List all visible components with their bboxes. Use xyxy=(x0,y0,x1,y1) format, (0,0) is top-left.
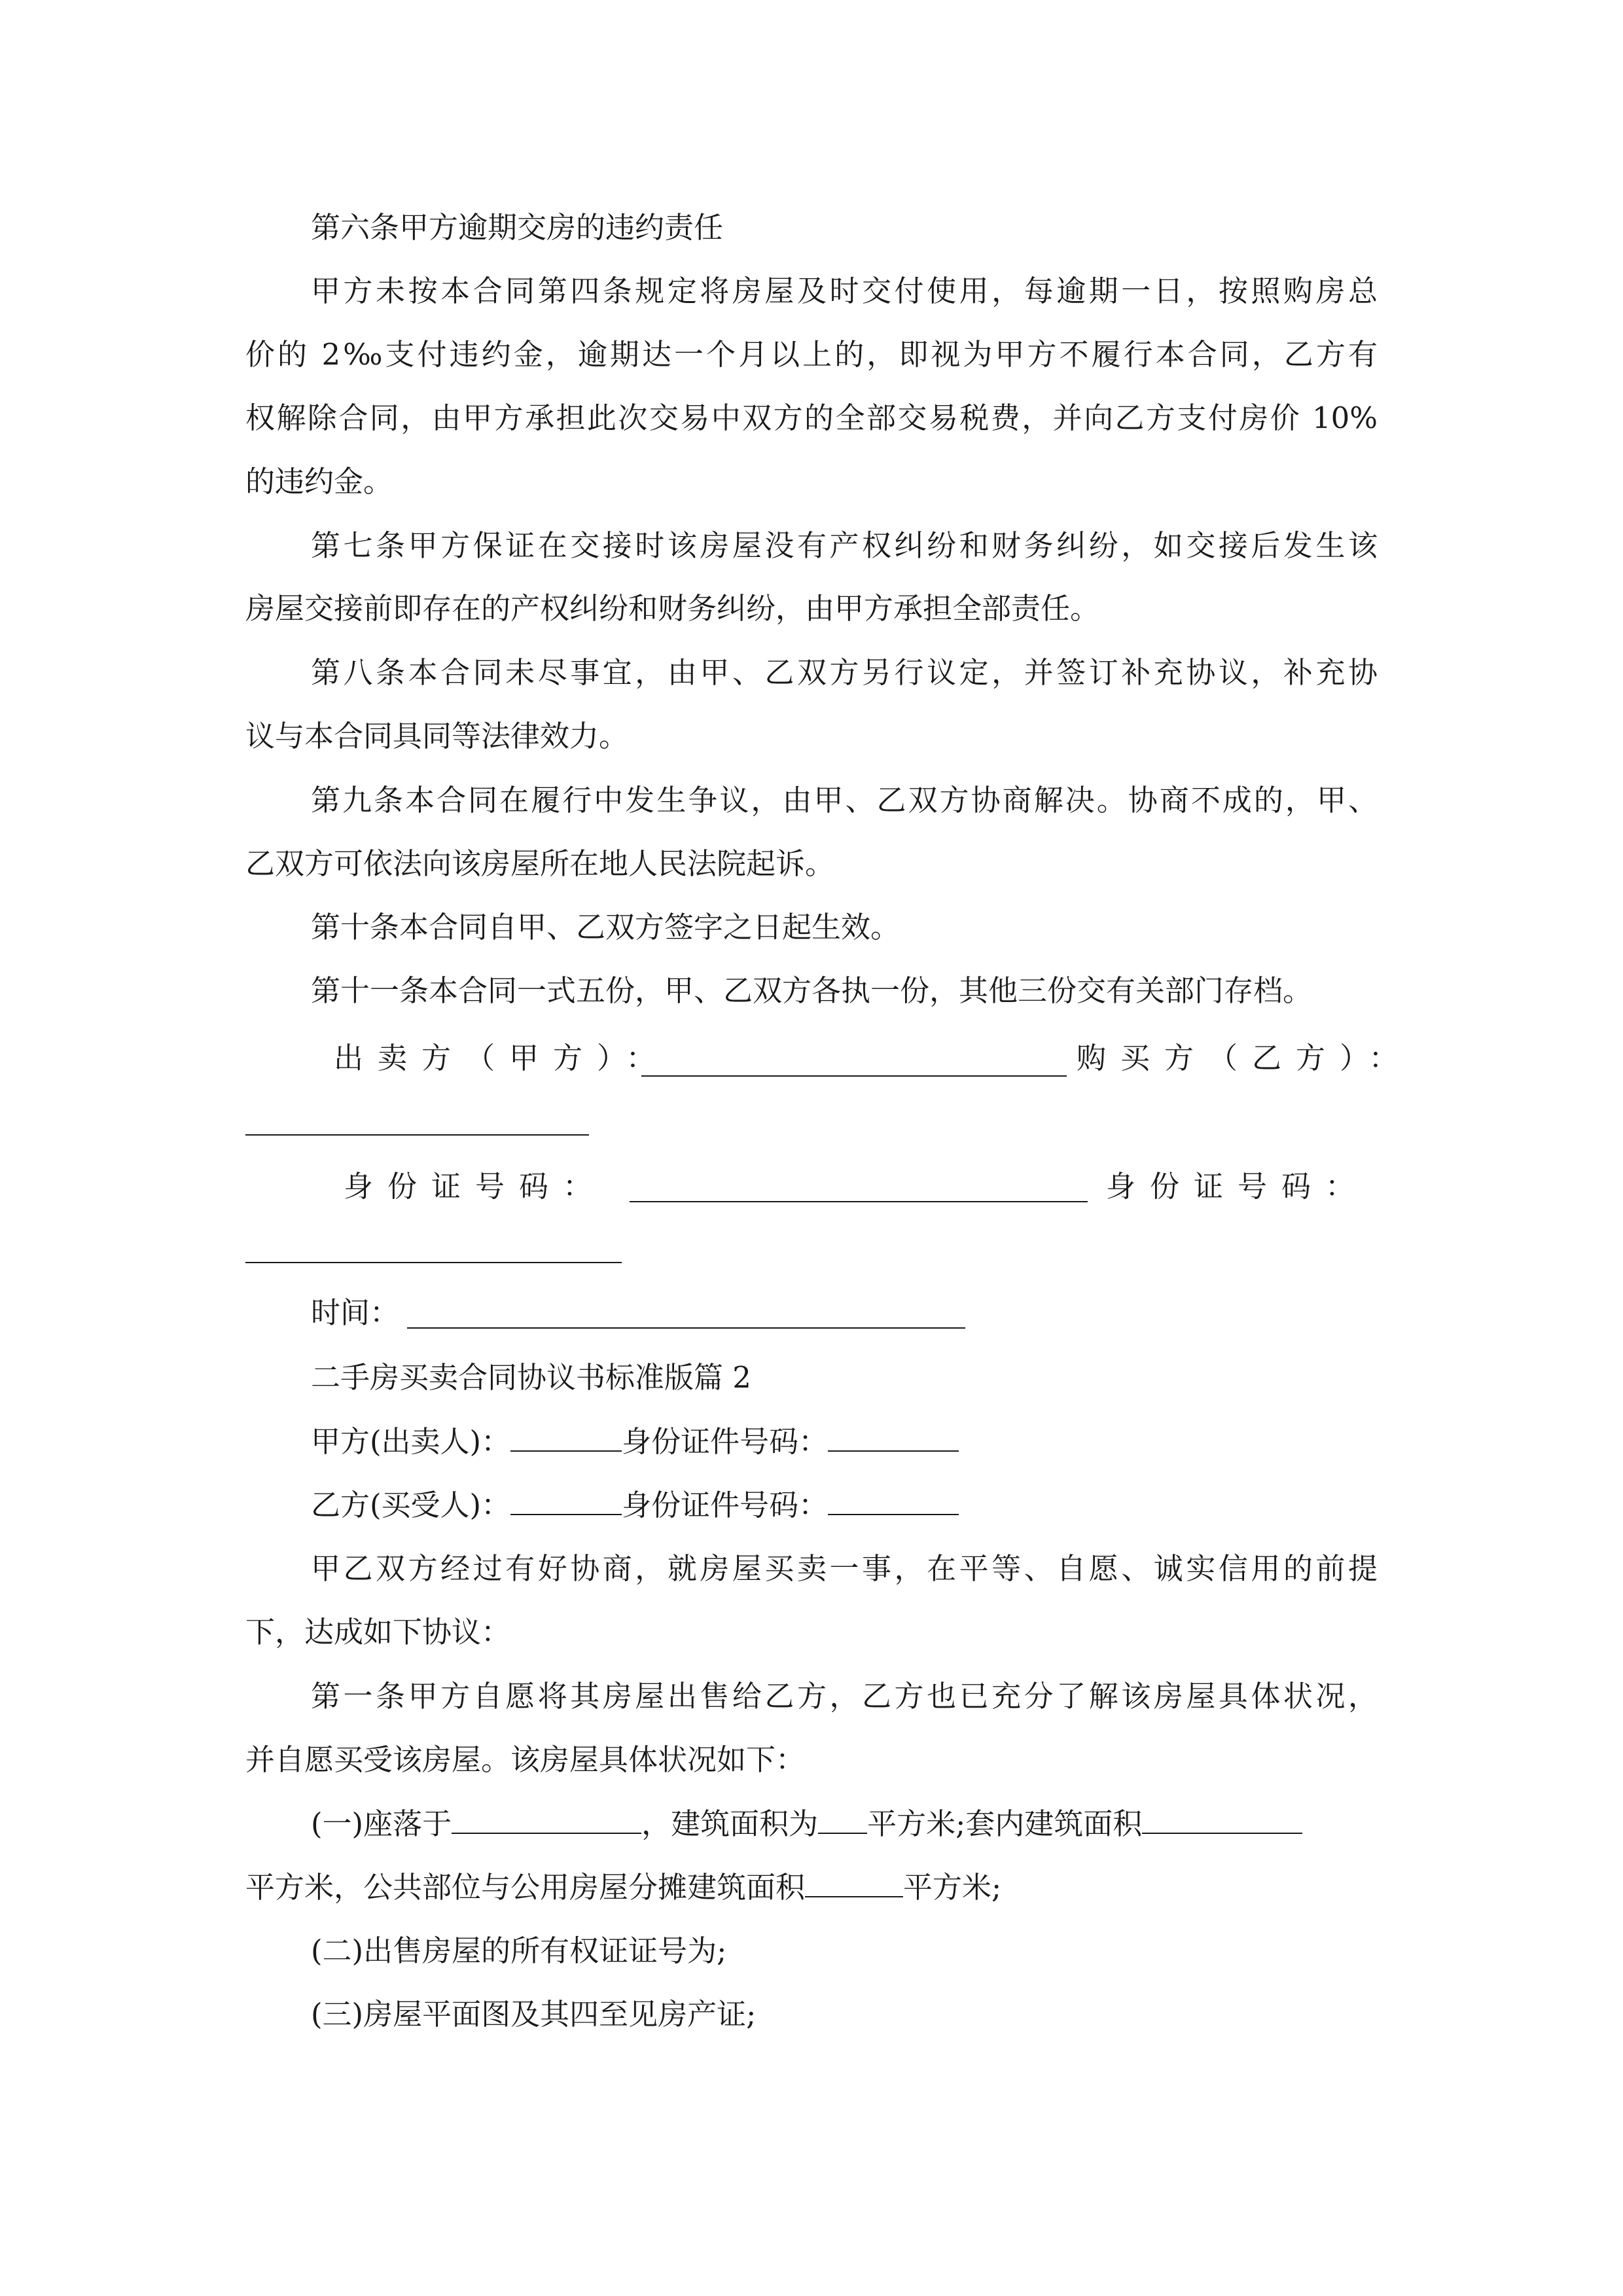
buyer-id-line[interactable] xyxy=(245,1262,622,1263)
shared-area-blank[interactable] xyxy=(805,1867,903,1897)
buyer-label: 购买方（乙方）： xyxy=(1077,1041,1413,1075)
article-8-text-line-2: 议与本合同具同等法律效力。 xyxy=(245,719,629,753)
item-1-shared-area-label: 平方米，公共部位与公用房屋分摊建筑面积 xyxy=(245,1870,806,1905)
article-7-text-line-1: 第七条甲方保证在交接时该房屋没有产权纠纷和财务纠纷，如交接后发生该 xyxy=(311,528,1378,563)
article-6-title: 第六条甲方逾期交房的违约责任 xyxy=(311,210,724,245)
area-blank[interactable] xyxy=(818,1804,867,1834)
item-3-text: (三)房屋平面图及其四至见房产证; xyxy=(311,1997,757,2032)
article-6-text-line-4: 的违约金。 xyxy=(245,464,393,499)
intro-text-line-1: 甲乙双方经过有好协商，就房屋买卖一事，在平等、自愿、诚实信用的前提 xyxy=(311,1551,1378,1586)
article-6-text-line-2: 价的 2‰支付违约金，逾期达一个月以上的，即视为甲方不履行本合同，乙方有 xyxy=(245,337,1378,372)
inner-area-blank[interactable] xyxy=(1142,1804,1302,1834)
party-b-label: 乙方(买受人)： xyxy=(311,1488,511,1522)
section-2-title: 二手房买卖合同协议书标准版篇 2 xyxy=(311,1360,751,1395)
party-b-name-blank[interactable] xyxy=(510,1485,622,1515)
seller-id-label: 身份证号码： xyxy=(344,1169,607,1204)
time-label: 时间： xyxy=(311,1295,400,1330)
article-6-text-line-1: 甲方未按本合同第四条规定将房屋及时交付使用，每逾期一日，按照购房总 xyxy=(311,274,1378,308)
party-a-name-blank[interactable] xyxy=(510,1422,622,1452)
article-8-text-line-1: 第八条本合同未尽事宜，由甲、乙双方另行议定，并签订补充协议，补充协 xyxy=(311,655,1378,690)
article-9-text-line-1: 第九条本合同在履行中发生争议，由甲、乙双方协商解决。协商不成的，甲、 xyxy=(311,783,1378,817)
article-9-text-line-2: 乙双方可依法向该房屋所在地人民法院起诉。 xyxy=(245,846,835,881)
seller-signature-line[interactable] xyxy=(641,1075,1067,1077)
intro-text-line-2: 下，达成如下协议： xyxy=(245,1615,511,1649)
s2-article-1-line-1: 第一条甲方自愿将其房屋出售给乙方，乙方也已充分了解该房屋具体状况， xyxy=(311,1679,1378,1713)
item-1-location-label: (一)座落于 xyxy=(311,1806,452,1841)
party-a-id-label: 身份证件号码： xyxy=(622,1424,829,1459)
location-blank[interactable] xyxy=(452,1804,641,1834)
item-1-inner-area-label: 平方米;套内建筑面积 xyxy=(867,1806,1143,1841)
buyer-signature-line[interactable] xyxy=(245,1134,589,1136)
seller-id-line[interactable] xyxy=(630,1201,1088,1202)
s2-article-1-line-2: 并自愿买受该房屋。该房屋具体状况如下： xyxy=(245,1742,806,1777)
article-7-text-line-2: 房屋交接前即存在的产权纠纷和财务纠纷，由甲方承担全部责任。 xyxy=(245,591,1100,626)
party-a-label: 甲方(出卖人)： xyxy=(311,1424,511,1459)
party-a-row xyxy=(311,1422,1378,1462)
article-10-text: 第十条本合同自甲、乙双方签字之日起生效。 xyxy=(311,910,901,944)
article-6-text-line-3: 权解除合同，由甲方承担此次交易中双方的全部交易税费，并向乙方支付房价 10% xyxy=(245,401,1378,435)
seller-label: 出卖方（甲方）： xyxy=(334,1041,670,1075)
buyer-id-label: 身份证号码： xyxy=(1106,1169,1370,1204)
item-1-area-label: ，建筑面积为 xyxy=(641,1806,819,1841)
party-b-id-blank[interactable] xyxy=(828,1485,959,1515)
time-line[interactable] xyxy=(407,1327,965,1329)
item-1-row-2 xyxy=(245,1867,1378,1907)
party-b-row xyxy=(311,1485,1378,1525)
article-11-text: 第十一条本合同一式五份，甲、乙双方各执一份，其他三份交有关部门存档。 xyxy=(311,973,1313,1008)
item-1-unit-label: 平方米; xyxy=(903,1870,1002,1905)
party-b-id-label: 身份证件号码： xyxy=(622,1488,829,1522)
item-2-text: (二)出售房屋的所有权证证号为; xyxy=(311,1933,727,1968)
party-a-id-blank[interactable] xyxy=(828,1422,959,1452)
item-1-row xyxy=(311,1804,1378,1844)
